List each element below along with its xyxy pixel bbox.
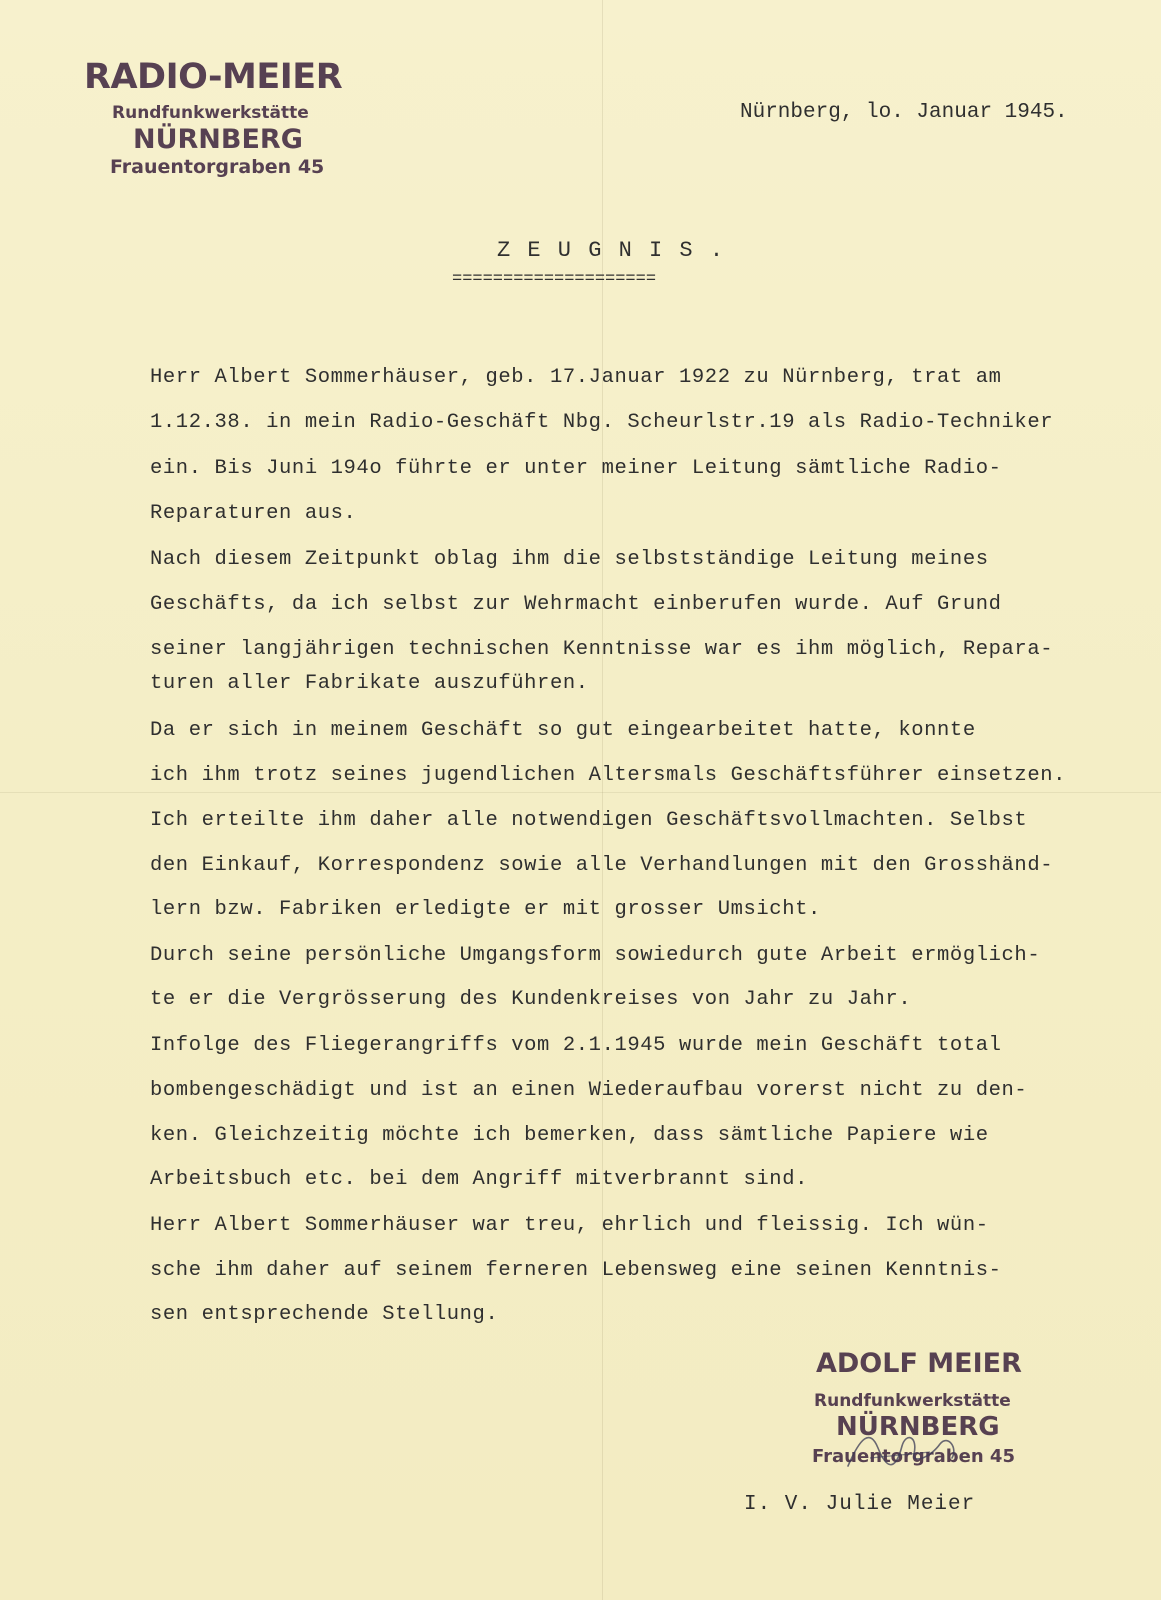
- body-line: sen entsprechende Stellung.: [150, 1303, 499, 1326]
- body-line: 1.12.38. in mein Radio-Geschäft Nbg. Scheurlstr.19 als Radio-Techniker: [150, 411, 1054, 434]
- letterhead-stamp-city: NÜRNBERG: [133, 124, 303, 155]
- signature-stamp-subtitle: Rundfunkwerkstätte: [814, 1391, 1011, 1411]
- body-line: Ich erteilte ihm daher alle notwendigen Geschäftsvollmachten. Selbst: [150, 809, 1028, 832]
- body-line: te er die Vergrösserung des Kundenkreises von Jahr zu Jahr.: [150, 988, 912, 1011]
- body-line: seiner langjährigen technischen Kenntnisse war es ihm möglich, Repara-: [150, 638, 1054, 661]
- signature-stamp-city: NÜRNBERG: [836, 1412, 1000, 1442]
- letter-body: [150, 366, 1067, 1326]
- body-line: turen aller Fabrikate auszuführen.: [150, 672, 589, 695]
- date-line: Nürnberg, lo. Januar 1945.: [740, 101, 1068, 124]
- body-line: Durch seine persönliche Umgangsform sowiedurch gute Arbeit ermöglich-: [150, 944, 1041, 967]
- signer-line: I. V. Julie Meier: [744, 1493, 976, 1516]
- letterhead-stamp-name: RADIO-MEIER: [84, 57, 343, 97]
- body-line: Nach diesem Zeitpunkt oblag ihm die selbstständige Leitung meines: [150, 548, 989, 571]
- body-line: Arbeitsbuch etc. bei dem Angriff mitverbrannt sind.: [150, 1168, 809, 1191]
- body-line: Herr Albert Sommerhäuser, geb. 17.Januar 1922 zu Nürnberg, trat am: [150, 366, 1002, 389]
- body-line: ich ihm trotz seines jugendlichen Altersmals Geschäftsführer einsetzen.: [150, 764, 1067, 787]
- body-line: Herr Albert Sommerhäuser war treu, ehrlich und fleissig. Ich wün-: [150, 1214, 989, 1237]
- letterhead-stamp-address: Frauentorgraben 45: [110, 156, 325, 178]
- body-line: ken. Gleichzeitig möchte ich bemerken, dass sämtliche Papiere wie: [150, 1124, 989, 1147]
- body-line: den Einkauf, Korrespondenz sowie alle Verhandlungen mit den Grosshänd-: [150, 854, 1054, 877]
- letterhead-stamp-subtitle: Rundfunkwerkstätte: [112, 103, 309, 123]
- body-line: bombengeschädigt und ist an einen Wiederaufbau vorerst nicht zu den-: [150, 1079, 1028, 1102]
- body-line: sche ihm daher auf seinem ferneren Lebensweg eine seinen Kenntnis-: [150, 1259, 1002, 1282]
- body-line: lern bzw. Fabriken erledigte er mit grosser Umsicht.: [150, 898, 821, 921]
- body-line: ein. Bis Juni 194o führte er unter meiner Leitung sämtliche Radio-: [150, 457, 1002, 480]
- title-underline: ====================: [452, 270, 657, 289]
- body-line: Reparaturen aus.: [150, 502, 357, 525]
- handwritten-signature: [840, 1418, 990, 1478]
- signature-stamp-name: ADOLF MEIER: [816, 1348, 1022, 1379]
- body-line: Geschäfts, da ich selbst zur Wehrmacht einberufen wurde. Auf Grund: [150, 593, 1002, 616]
- body-line: Da er sich in meinem Geschäft so gut eingearbeitet hatte, konnte: [150, 719, 976, 742]
- document-title: Z E U G N I S .: [497, 238, 726, 263]
- letterhead-stamp: [84, 57, 384, 185]
- body-line: Infolge des Fliegerangriffs vom 2.1.1945 wurde mein Geschäft total: [150, 1034, 1002, 1057]
- signature-stamp-address: Frauentorgraben 45: [812, 1446, 1015, 1467]
